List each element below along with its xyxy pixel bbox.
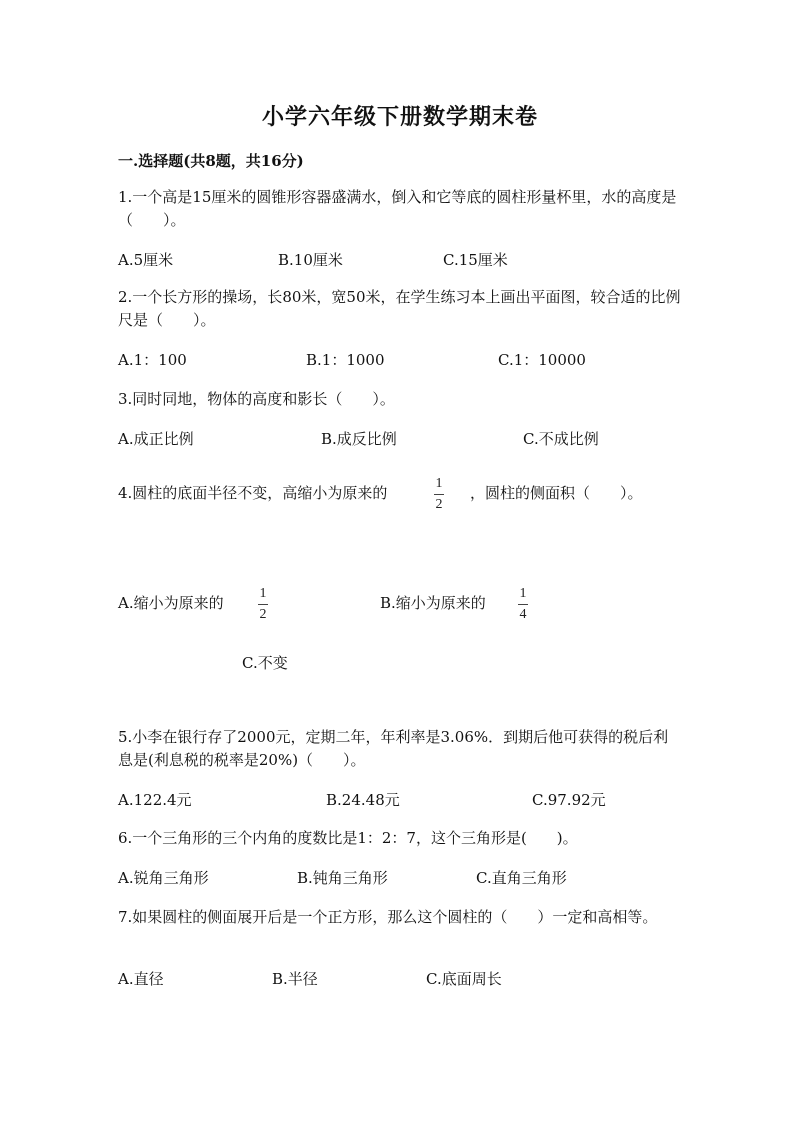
question-4-fraction	[434, 477, 444, 512]
question-7-option-b[interactable]: B.半径	[272, 970, 318, 988]
question-2-text: 2.一个长方形的操场，长80米，宽50米，在学生练习本上画出平面图，较合适的比例尺是（ ）。	[118, 288, 681, 329]
question-4-option-a-fraction	[258, 587, 268, 622]
page-title: 小学六年级下册数学期末卷	[261, 104, 538, 130]
question-3-text: 3.同时同地，物体的高度和影长（ ）。	[118, 390, 395, 408]
fraction-numerator: 1	[259, 586, 267, 601]
question-7-option-a[interactable]: A.直径	[118, 970, 164, 988]
question-5-option-c[interactable]: C.97.92元	[532, 791, 606, 809]
question-3-option-a[interactable]: A.成正比例	[118, 430, 194, 448]
question-5-option-b[interactable]: B.24.48元	[326, 791, 400, 809]
question-1-option-c[interactable]: C.15厘米	[443, 251, 508, 269]
question-2-option-b[interactable]: B.1：1000	[306, 351, 385, 369]
question-6-option-c[interactable]: C.直角三角形	[476, 869, 567, 887]
question-4-text-after: ，圆柱的侧面积（ ）。	[470, 484, 643, 502]
question-1-option-b[interactable]: B.10厘米	[278, 251, 343, 269]
question-1-option-a[interactable]: A.5厘米	[118, 251, 174, 269]
fraction-bar	[518, 604, 528, 605]
question-7-text: 7.如果圆柱的侧面展开后是一个正方形，那么这个圆柱的（ ）一定和高相等。	[118, 908, 658, 926]
fraction-denominator: 2	[259, 607, 267, 622]
question-4-option-c[interactable]: C.不变	[242, 654, 288, 672]
question-2-option-a[interactable]: A.1：100	[118, 351, 187, 369]
fraction-numerator: 1	[519, 586, 527, 601]
section-heading: 一.选择题(共8题，共16分)	[118, 152, 304, 170]
fraction-denominator: 4	[519, 607, 527, 622]
fraction-denominator: 2	[435, 497, 443, 512]
question-5-option-a[interactable]: A.122.4元	[118, 791, 192, 809]
question-4-option-b[interactable]: B.缩小为原来的	[380, 594, 486, 612]
question-2-option-c[interactable]: C.1：10000	[498, 351, 586, 369]
question-1-text: 1.一个高是15厘米的圆锥形容器盛满水，倒入和它等底的圆柱形量杯里，水的高度是（ ）。	[118, 188, 677, 229]
question-4-option-a[interactable]: A.缩小为原来的	[118, 594, 224, 612]
question-3-option-c[interactable]: C.不成比例	[523, 430, 599, 448]
question-4-option-b-fraction	[518, 587, 528, 622]
question-6-text: 6.一个三角形的三个内角的度数比是1：2：7，这个三角形是( )。	[118, 829, 578, 847]
fraction-bar	[434, 494, 444, 495]
question-7-option-c[interactable]: C.底面周长	[426, 970, 502, 988]
question-5-text: 5.小李在银行存了2000元，定期二年，年利率是3.06%．到期后他可获得的税后利息是(利息税的税率是20%)（ ）。	[118, 728, 669, 769]
question-6-option-b[interactable]: B.钝角三角形	[297, 869, 388, 887]
fraction-bar	[258, 604, 268, 605]
fraction-numerator: 1	[435, 476, 443, 491]
question-3-option-b[interactable]: B.成反比例	[321, 430, 397, 448]
question-6-option-a[interactable]: A.锐角三角形	[118, 869, 209, 887]
question-4-text-before: 4.圆柱的底面半径不变，高缩小为原来的	[118, 484, 388, 502]
